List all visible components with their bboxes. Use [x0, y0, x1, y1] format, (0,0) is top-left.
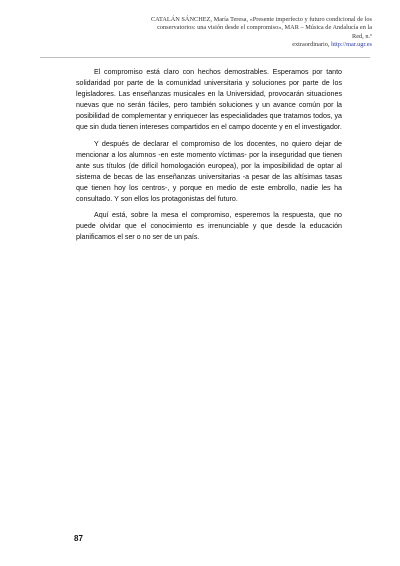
running-header — [150, 16, 372, 50]
header-line-3-text: extraordinario, — [292, 41, 332, 49]
body-text — [76, 67, 342, 248]
header-line-3 — [150, 41, 372, 49]
header-line-1: CATALÁN SÁNCHEZ, María Teresa, «Presente imperfecto y futuro condicional de los — [150, 16, 372, 23]
journal-link[interactable]: http://mar.ugr.es — [331, 41, 372, 49]
header-line-2: conservatorios: una visión desde el compromiso», MAR – Música de Andalucía en la Red, n.º — [157, 24, 372, 40]
paragraph-2: Y después de declarar el compromiso de los docentes, no quiero dejar de mencionar a los alumnos -en este momento víctimas- por la inseguridad que tienen ante sus títulos (de difícil homologación europea), por la imposibilidad de optar al sistema de becas de las enseñanzas universitarias -a pesar de las altísimas tasas que tienen hoy los centros-, y porque en medio de este embrollo, nadie les ha consultado. Y son ellos los protagonistas del futuro. — [76, 139, 342, 204]
paragraph-3: Aquí está, sobre la mesa el compromiso, esperemos la respuesta, que no puede olvidar que el conocimiento es irrenunciable y que desde la educación planificamos el ser o no ser de un país. — [76, 211, 342, 242]
header-divider — [40, 57, 370, 58]
paragraph-1: El compromiso está claro con hechos demostrables. Esperamos por tanto solidaridad por parte de la comunidad universitaria y soluciones por parte de los legisladores. Las enseñanzas musicales en la Universidad, provocarán situaciones nuevas que no serán fáciles, pero también soluciones y un avance común por la posibilidad de complementar y enriquecer las especialidades que tratamos todos, ya que sin duda tienen intereses compartidos en el campo docente y en el investigador. — [76, 68, 342, 132]
page-number: 87 — [74, 534, 83, 543]
